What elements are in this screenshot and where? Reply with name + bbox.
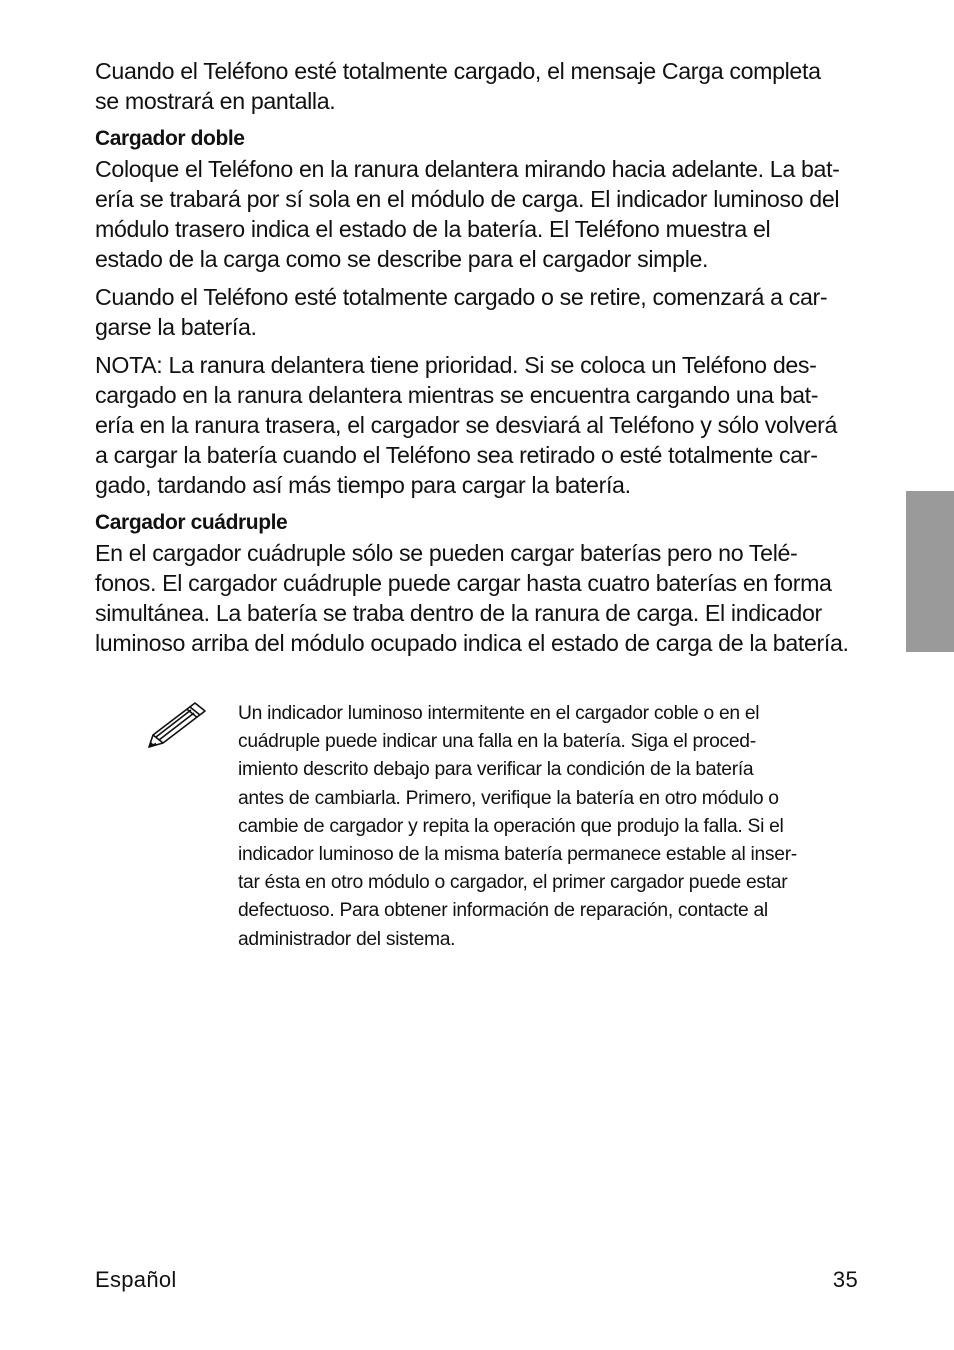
double-charger-paragraph bbox=[95, 154, 861, 274]
priority-note-paragraph bbox=[95, 350, 861, 500]
text-line: ería se trabará por sí sola en el módulo de carga. El indicador luminoso del bbox=[95, 186, 840, 212]
text-line: En el cargador cuádruple sólo se pueden cargar baterías pero no Telé- bbox=[95, 540, 798, 566]
text-line: garse la batería. bbox=[95, 314, 257, 340]
charging-complete-paragraph bbox=[95, 282, 861, 342]
charger-tip-note bbox=[238, 700, 858, 954]
text-line: imiento descrito debajo para verificar la condición de la batería bbox=[238, 759, 754, 781]
intro-paragraph bbox=[95, 56, 861, 116]
text-line: a cargar la batería cuando el Teléfono sea retirado o esté totalmente car- bbox=[95, 442, 818, 468]
text-line: fonos. El cargador cuádruple puede cargar hasta cuatro baterías en forma bbox=[95, 570, 832, 596]
double-charger-heading: Cargador doble bbox=[95, 127, 245, 150]
text-line: defectuoso. Para obtener información de reparación, contacte al bbox=[238, 900, 768, 922]
text-line: simultánea. La batería se traba dentro de la ranura de carga. El indicador bbox=[95, 600, 822, 626]
text-line: estado de la carga como se describe para el cargador simple. bbox=[95, 246, 709, 272]
text-line: Un indicador luminoso intermitente en el cargador coble o en el bbox=[238, 703, 760, 724]
footer-language: Español bbox=[95, 1267, 177, 1292]
text-line: se mostrará en pantalla. bbox=[95, 88, 336, 114]
text-line: módulo trasero indica el estado de la batería. El Teléfono muestra el bbox=[95, 216, 771, 242]
text-line: ería en la ranura trasera, el cargador se desviará al Teléfono y sólo volverá bbox=[95, 412, 838, 438]
text-line: cambie de cargador y repita la operación que produjo la falla. Si el bbox=[238, 815, 784, 837]
quad-charger-heading: Cargador cuádruple bbox=[95, 511, 288, 534]
text-line: tar ésta en otro módulo o cargador, el primer cargador puede estar bbox=[238, 872, 788, 894]
main-text bbox=[95, 56, 861, 666]
text-line: NOTA: La ranura delantera tiene prioridad. Si se coloca un Teléfono des- bbox=[95, 352, 817, 378]
quad-charger-paragraph bbox=[95, 538, 861, 658]
text-line: Cuando el Teléfono esté totalmente cargado, el mensaje Carga completa bbox=[95, 58, 821, 84]
text-line: cargado en la ranura delantera mientras se encuentra cargando una bat- bbox=[95, 382, 819, 408]
text-line: luminoso arriba del módulo ocupado indica el estado de carga de la batería. bbox=[95, 630, 849, 656]
text-line: antes de cambiarla. Primero, verifique la batería en otro módulo o bbox=[238, 787, 779, 809]
text-line: cuádruple puede indicar una falla en la batería. Siga el proced- bbox=[238, 731, 756, 753]
text-line: Coloque el Teléfono en la ranura delantera mirando hacia adelante. La bat- bbox=[95, 156, 840, 182]
page-number: 35 bbox=[832, 1267, 858, 1292]
text-line: administrador del sistema. bbox=[238, 928, 456, 950]
text-line: gado, tardando así más tiempo para cargar la batería. bbox=[95, 472, 631, 498]
section-thumb-tab bbox=[906, 491, 954, 652]
text-line: Cuando el Teléfono esté totalmente cargado o se retire, comenzará a car- bbox=[95, 284, 828, 310]
text-line: indicador luminoso de la misma batería permanece estable al inser- bbox=[238, 844, 797, 866]
pencil-icon bbox=[143, 697, 211, 753]
